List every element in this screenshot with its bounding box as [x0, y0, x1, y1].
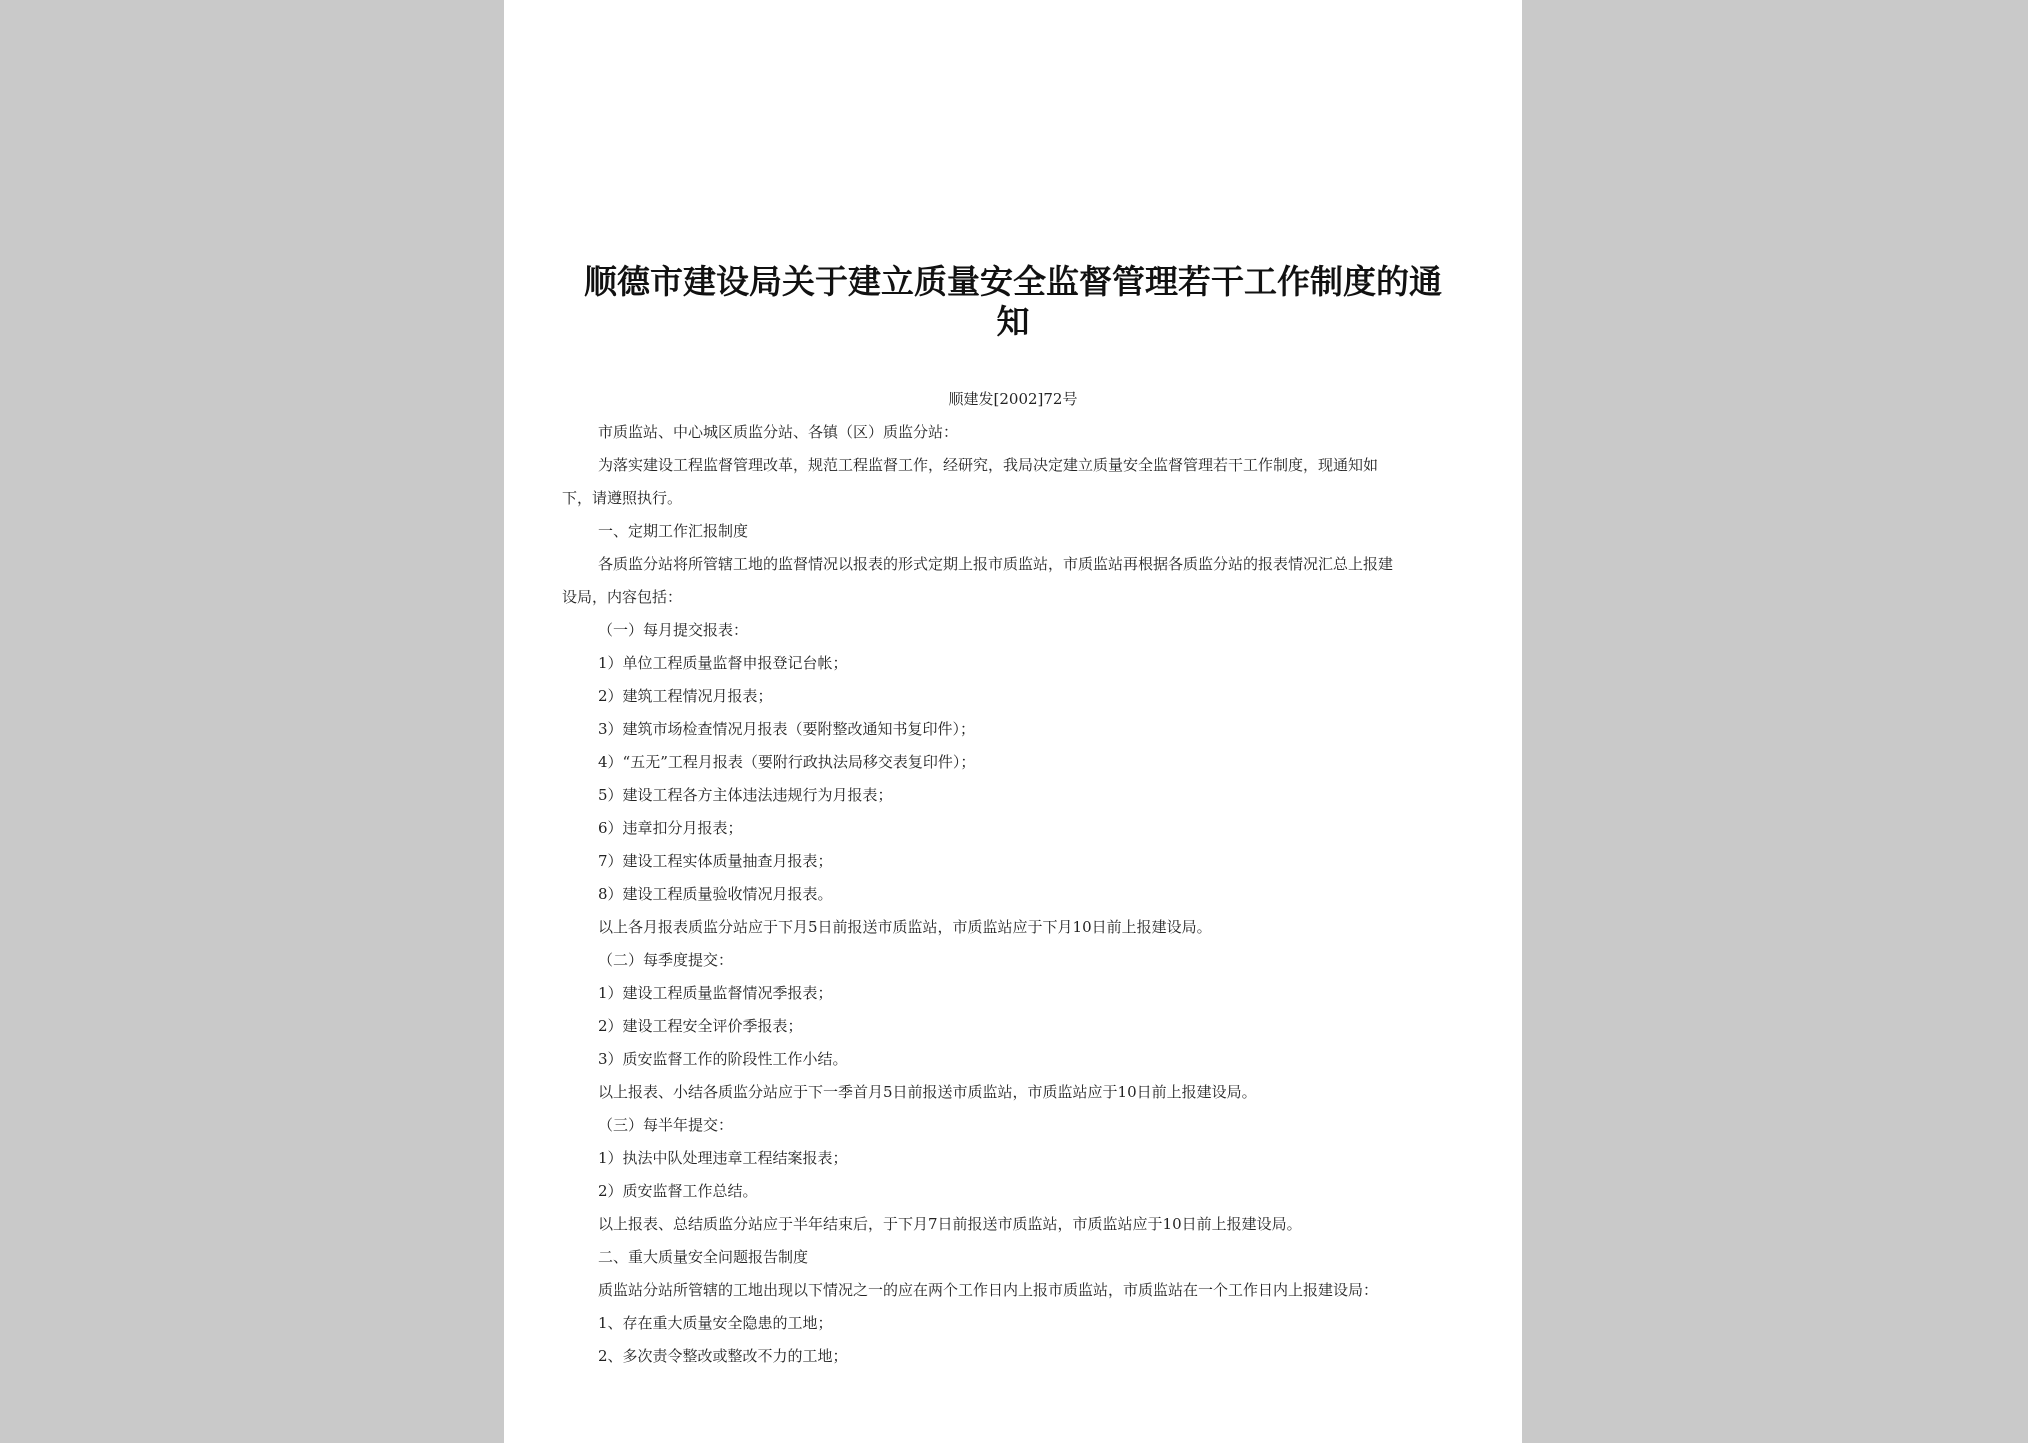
- body-line: 8）建设工程质量验收情况月报表。: [598, 885, 833, 903]
- body-line: 6）违章扣分月报表；: [598, 819, 743, 837]
- body-line: 1）执法中队处理违章工程结案报表；: [598, 1149, 848, 1167]
- body-line: 各质监分站将所管辖工地的监督情况以报表的形式定期上报市质监站，市质监站再根据各质监分站的报表情况汇总上报建: [598, 555, 1394, 573]
- body-line: 为落实建设工程监督管理改革，规范工程监督工作，经研究，我局决定建立质量安全监督管理若干工作制度，现通知如: [598, 456, 1379, 474]
- body-line: 2、多次责令整改或整改不力的工地；: [598, 1347, 848, 1365]
- body-line: 市质监站、中心城区质监分站、各镇（区）质监分站：: [598, 423, 959, 441]
- body-line: 4）“五无”工程月报表（要附行政执法局移交表复印件）；: [598, 753, 976, 771]
- body-line: 5）建设工程各方主体违法违规行为月报表；: [598, 786, 893, 804]
- body-line: 下，请遵照执行。: [562, 489, 683, 507]
- body-line: 1）单位工程质量监督申报登记台帐；: [598, 654, 848, 672]
- body-line: （二）每季度提交：: [598, 951, 734, 969]
- body-line: 以上各月报表质监分站应于下月5日前报送市质监站，市质监站应于下月10日前上报建设局。: [598, 918, 1212, 936]
- document-title: 顺德市建设局关于建立质量安全监督管理若干工作制度的通知: [584, 262, 1442, 341]
- body-line: 一、定期工作汇报制度: [598, 522, 749, 540]
- body-line: 3）质安监督工作的阶段性工作小结。: [598, 1050, 848, 1068]
- body-line: 3）建筑市场检查情况月报表（要附整改通知书复印件）；: [598, 720, 976, 738]
- body-line: 1、存在重大质量安全隐患的工地；: [598, 1314, 833, 1332]
- body-line: 2）建设工程安全评价季报表；: [598, 1017, 803, 1035]
- body-line: 2）质安监督工作总结。: [598, 1182, 758, 1200]
- body-line: 7）建设工程实体质量抽查月报表；: [598, 852, 833, 870]
- document-number: 顺建发[2002]72号: [948, 390, 1078, 408]
- document-page: [504, 0, 1522, 1443]
- body-line: 以上报表、总结质监分站应于半年结束后，于下月7日前报送市质监站，市质监站应于10日前上报建设局。: [598, 1215, 1302, 1233]
- body-line: 质监站分站所管辖的工地出现以下情况之一的应在两个工作日内上报市质监站，市质监站在一个工作日内上报建设局：: [598, 1281, 1379, 1299]
- body-line: 二、重大质量安全问题报告制度: [598, 1248, 809, 1266]
- body-line: 设局，内容包括：: [562, 588, 683, 606]
- body-line: 2）建筑工程情况月报表；: [598, 687, 773, 705]
- body-line: （一）每月提交报表：: [598, 621, 749, 639]
- body-line: （三）每半年提交：: [598, 1116, 734, 1134]
- body-line: 以上报表、小结各质监分站应于下一季首月5日前报送市质监站，市质监站应于10日前上报建设局。: [598, 1083, 1257, 1101]
- body-line: 1）建设工程质量监督情况季报表；: [598, 984, 833, 1002]
